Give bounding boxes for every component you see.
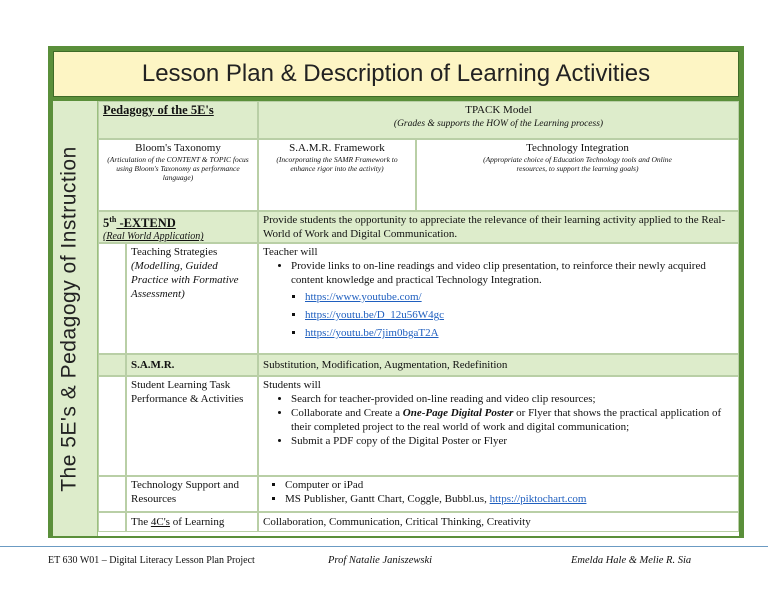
footer-course: ET 630 W01 – Digital Literacy Lesson Plan Project (48, 555, 255, 566)
youtube-link[interactable]: https://www.youtube.com/ (305, 291, 422, 303)
tech-support-content (258, 476, 739, 512)
piktochart-link[interactable]: https://piktochart.com (489, 493, 587, 505)
teaching-strategies-label-cell (126, 243, 258, 354)
student-bullet-1: • Search for teacher-provided on-line reading and video clip resources; (291, 392, 734, 406)
pedagogy-label: Pedagogy of the 5E's (103, 103, 214, 117)
samr-value: Substitution, Modification, Augmentation, Redefinition (258, 354, 739, 376)
teaching-strategies-content (258, 243, 739, 354)
tech-integration-title: Technology Integration (526, 142, 629, 154)
four-cs-label: The 4C's of Learning (126, 512, 258, 532)
extend-description: Provide students the opportunity to appreciate the relevance of their learning activity applied to the Real-World of Work and Digital Communication. (258, 211, 739, 243)
page-title: Lesson Plan & Description of Learning Activities (53, 51, 739, 97)
footer-divider (0, 546, 768, 547)
extend-sublabel: (Real World Application) (103, 231, 204, 243)
lesson-plan-frame (48, 46, 744, 538)
spacer-cell (98, 243, 126, 354)
teaching-strategies-label: Teaching Strategies (131, 246, 218, 258)
student-bullet-2: • Collaborate and Create a One-Page Digital Poster or Flyer that shows the practical application of their completed project to the real world of work and digital communication; (291, 406, 734, 434)
tech-support-bullet-1: ▪ Computer or iPad (285, 478, 734, 492)
samr-framework-title: S.A.M.R. Framework (289, 142, 385, 154)
samr-framework-header (258, 139, 416, 211)
tpack-title: TPACK Model (465, 104, 532, 116)
samr-framework-note: (Incorporating the SAMR Framework to enhance rigor into the activity) (276, 155, 398, 173)
four-cs-value: Collaboration, Communication, Critical Thinking, Creativity (258, 512, 739, 532)
samr-label: S.A.M.R. (126, 354, 258, 376)
teaching-strategies-sublabel: (Modelling, Guided Practice with Formative Assessment) (131, 260, 239, 300)
spacer-cell (98, 512, 126, 532)
tpack-subtitle: (Grades & supports the HOW of the Learning process) (393, 119, 604, 129)
footer-authors: Emelda Hale & Melie R. Sia (571, 555, 692, 566)
video-link-2[interactable]: https://youtu.be/7jim0bgaT2A (305, 327, 439, 339)
footer-professor: Prof Natalie Janiszewski (328, 555, 433, 566)
lesson-table (53, 101, 739, 536)
tech-support-label: Technology Support and Resources (126, 476, 258, 512)
student-bullet-3: • Submit a PDF copy of the Digital Poster or Flyer (291, 434, 734, 448)
sidebar (53, 101, 98, 536)
video-link-1[interactable]: https://youtu.be/D_12u56W4gc (305, 309, 445, 321)
student-learning-content (258, 376, 739, 476)
blooms-header (98, 139, 258, 211)
blooms-note: (Articulation of the CONTENT & TOPIC focus using Bloom's Taxonomy as performance language) (107, 155, 249, 182)
pedagogy-header (98, 101, 258, 139)
tech-support-bullet-2: ▪ MS Publisher, Gantt Chart, Coggle, Bubbl.us, https://piktochart.com (285, 492, 734, 506)
spacer-cell (98, 354, 126, 376)
tech-integration-note: (Appropriate choice of Education Technology tools and Online resources, to support the learning goals) (483, 155, 672, 173)
blooms-title: Bloom's Taxonomy (135, 142, 221, 154)
student-learning-label: Student Learning Task Performance & Activities (126, 376, 258, 476)
extend-label: 5th -EXTEND (103, 215, 176, 231)
sidebar-label: The 5E's & Pedagogy of Instruction (57, 146, 81, 492)
tech-integration-header (416, 139, 739, 211)
teacher-bullet: • Provide links to on-line readings and video clip presentation, to reinforce their newly acquired content knowledge and practical Technology Integration. (291, 259, 734, 287)
spacer-cell (98, 476, 126, 512)
tpack-header (258, 101, 739, 139)
students-will-intro: Students will (263, 379, 321, 391)
teacher-will-intro: Teacher will (263, 246, 318, 258)
spacer-cell (98, 376, 126, 476)
extend-label-cell (98, 211, 258, 243)
